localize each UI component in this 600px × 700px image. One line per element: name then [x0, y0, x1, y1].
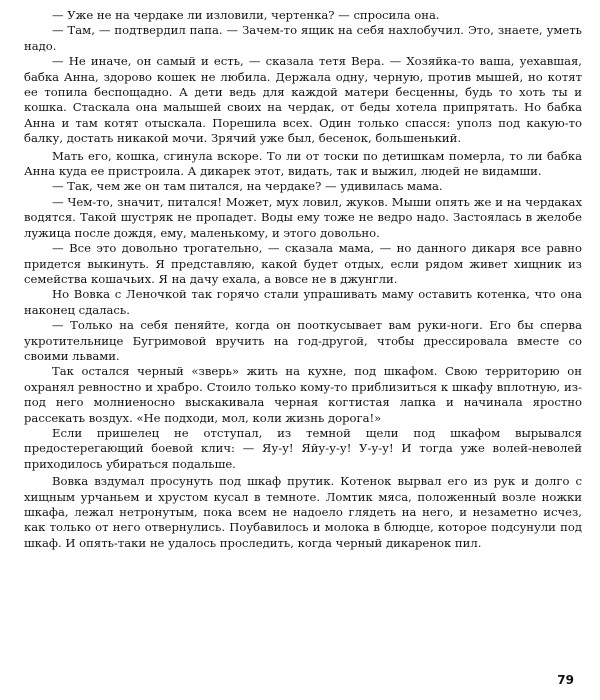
- page-number: 79: [557, 672, 574, 687]
- paragraph-4: Мать его, кошка, сгинула вскоре. То ли от тоски по детишкам померла, то ли бабка Анна куда ее пристроила. А дикарек этот, видать, так и выжил, людей не видамши.: [24, 148, 582, 179]
- paragraph-5: — Так, чем же он там питался, на чердаке? — удивилась мама.: [52, 179, 443, 194]
- paragraph-7: — Все это довольно трогательно, — сказала мама, — но данного дикаря все равно придется выкинуть. Я представляю, какой будет отдых, если рядом живет хищник из семейства кошачьих. Я на дачу ехала, а вовсе не в джунгли.: [24, 241, 582, 286]
- paragraph-10: Так остался черный «зверь» жить на кухне, под шкафом. Свою территорию он охранял ревностно и храбро. Стоило только кому-то приблизиться к шкафу вплотную, из-под него молниеносно выскакивала черная когтистая лапка и начинала яростно рассекать воздух. «Не подходи, мол, коли жизнь дорога!»: [24, 364, 582, 425]
- paragraph-12: Вовка вздумал просунуть под шкаф прутик. Котенок вырвал его из рук и долго с хищным урчаньем и хрустом кусал в темноте. Ломтик мяса, положенный возле ножки шкафа, лежал нетронутым, пока всем не надоело глядеть на него, и незаметно исчез, как только от него отвернулись. Поубавилось и молока в блюдце, которое подсунули под шкаф. И опять-таки не удалось проследить, когда черный дикаренок пил.: [24, 474, 582, 550]
- paragraph-8: Но Вовка с Леночкой так горячо стали упрашивать маму оставить котенка, что она наконец сдалась.: [24, 287, 582, 317]
- paragraph-3: — Не иначе, он самый и есть, — сказала тетя Вера. — Хозяйка-то ваша, уехавшая, бабка Анна, здорово кошек не любила. Держала одну, черную, против мышей, но котят ее топила беспощадно. А дети ведь для каждой матери бесценны, будь то хоть ты и кошка. Стаскала она малышей своих на чердак, от беды хотела припрятать. Но бабка Анна и там котят отыскала. Порешила всех. Один только спасся: уполз под какую-то балку, достать никакой мочи. Зрячий уже был, бесенок, большенький.: [24, 54, 582, 146]
- paragraph-1: — Уже не на чердаке ли изловили, чертенка? — спросила она.: [52, 8, 440, 22]
- paragraph-11: Если пришелец не отступал, из темной щели под шкафом вырывался предостерегающий боевой клич: — Яу-у! Яйу-у-у! У-у-у! И тогда уже волей-неволей приходилось убираться подальше.: [24, 425, 582, 471]
- paragraph-2: — Там, — подтвердил папа. — Зачем-то ящик на себя нахлобучил. Это, знаете, уметь надо.: [24, 23, 582, 53]
- paragraph-9: — Только на себя пеняйте, когда он пооткусывает вам руки-ноги. Его бы сперва укротительнице Бугримовой вручить на год-другой, чтобы дрессировала вместе со своими львами.: [24, 318, 582, 363]
- paragraph-6: — Чем-то, значит, питался! Может, мух ловил, жуков. Мыши опять же и на чердаках водятся. Такой шустряк не пропадет. Воды ему тоже не ведро надо. Застоялась в желобе лужица после дождя, ему, маленькому, и этого довольно.: [24, 194, 582, 240]
